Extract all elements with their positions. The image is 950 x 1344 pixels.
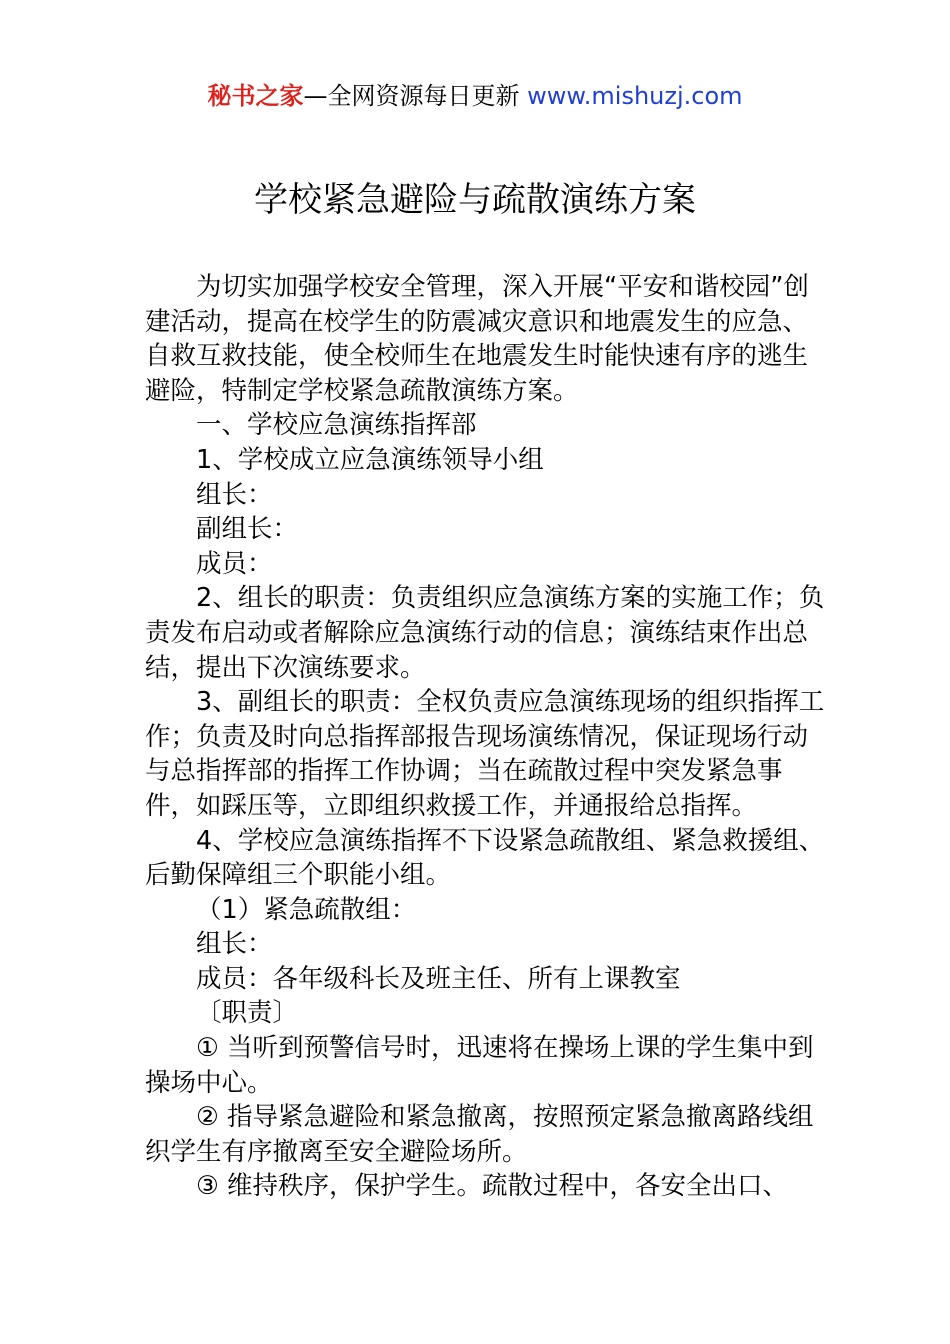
site-header	[0, 80, 950, 112]
paragraph-duty-2: ② 指导紧急避险和紧急撤离，按照预定紧急撤离路线组织学生有序撤离至安全避险场所。	[145, 1102, 814, 1167]
paragraph-evacuation-group: （1）紧急疏散组：	[196, 894, 417, 925]
paragraph-evacuation-members: 成员：各年级科长及班主任、所有上课教室	[196, 963, 681, 994]
paragraph-leader: 组长：	[196, 479, 273, 510]
paragraph-section-1-heading: 一、学校应急演练指挥部	[196, 410, 477, 441]
site-url[interactable]: www.mishuzj.com	[527, 82, 743, 110]
paragraph-item-1: 1、学校成立应急演练领导小组	[196, 444, 544, 475]
site-brand: 秘书之家	[207, 82, 304, 110]
paragraph-intro: 为切实加强学校安全管理，深入开展“平安和谐校园”创建活动，提高在校学生的防震减灾意识和地震发生的应急、自救互救技能，使全校师生在地震发生时能快速有序的逃生避险，特制定学校紧急疏散演练方案。	[145, 272, 809, 406]
paragraph-duty-1: ① 当听到预警信号时，迅速将在操场上课的学生集中到操场中心。	[145, 1033, 814, 1098]
document-title: 学校紧急避险与疏散演练方案	[254, 180, 696, 220]
paragraph-item-2: 2、组长的职责：负责组织应急演练方案的实施工作；负责发布启动或者解除应急演练行动的信息；演练结束作出总结，提出下次演练要求。	[145, 583, 825, 683]
site-tagline: —全网资源每日更新	[303, 82, 520, 110]
paragraph-deputy-leader: 副组长：	[196, 514, 299, 545]
paragraph-item-3: 3、副组长的职责：全权负责应急演练现场的组织指挥工作；负责及时向总指挥部报告现场演练情况，保证现场行动与总指挥部的指挥工作协调；当在疏散过程中突发紧急事件，如踩压等，立即组织救援工作，并通报给总指挥。	[145, 687, 825, 821]
paragraph-evacuation-leader: 组长：	[196, 929, 273, 960]
paragraph-item-4: 4、学校应急演练指挥不下设紧急疏散组、紧急救援组、后勤保障组三个职能小组。	[145, 825, 825, 891]
paragraph-duties-heading: 〔职责〕	[196, 998, 299, 1029]
document-body	[145, 270, 825, 1204]
paragraph-members: 成员：	[196, 548, 273, 579]
paragraph-duty-3: ③ 维持秩序，保护学生。疏散过程中，各安全出口、	[196, 1171, 788, 1202]
